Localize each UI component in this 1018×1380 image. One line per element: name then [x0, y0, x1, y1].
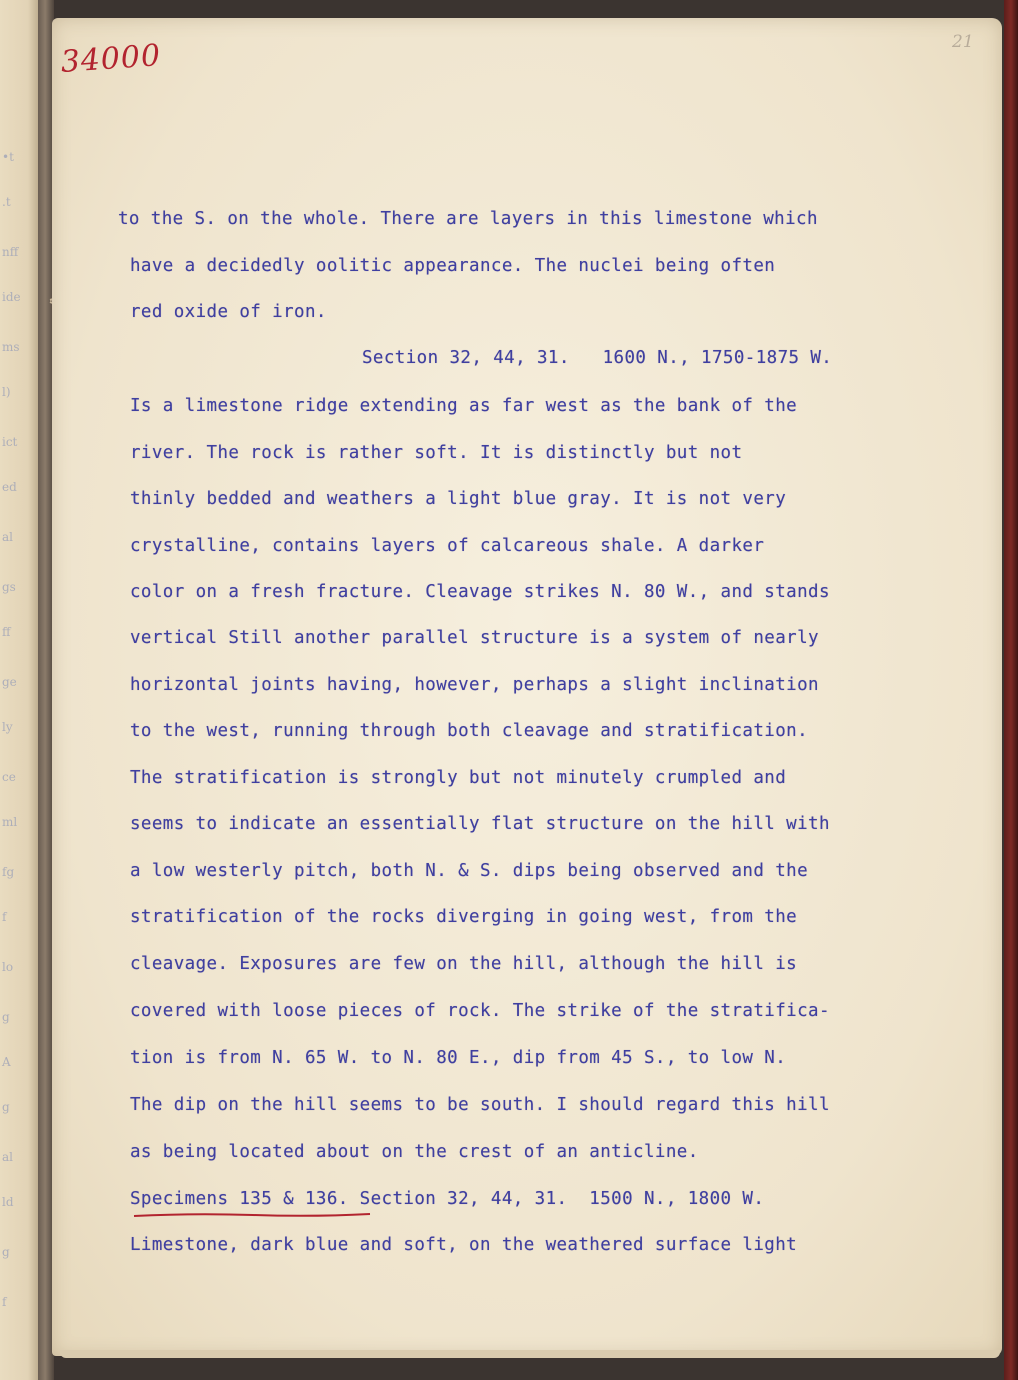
text-line-14: seems to indicate an essentially flat structure on the hill with — [130, 814, 830, 834]
text-line-2: have a decidedly oolitic appearance. The nuclei being often — [130, 256, 776, 276]
red-pencil-underline — [133, 1212, 371, 1218]
specimens-line: Specimens 135 & 136. Section 32, 44, 31. 1500 N., 1800 W. — [130, 1189, 765, 1209]
text-line-8: crystalline, contains layers of calcareous shale. A darker — [130, 536, 765, 556]
text-line-12: to the west, running through both cleavage and stratification. — [130, 721, 809, 741]
text-line-5: Is a limestone ridge extending as far west as the bank of the — [130, 396, 798, 416]
page-stack-edge — [60, 1350, 1000, 1358]
text-line-7: thinly bedded and weathers a light blue gray. It is not very — [130, 489, 787, 509]
text-line-10: vertical Still another parallel structure is a system of nearly — [130, 628, 819, 648]
text-line-21: as being located about on the crest of an anticline. — [130, 1142, 699, 1162]
text-line-6: river. The rock is rather soft. It is distinctly but not — [130, 443, 743, 463]
text-line-3: red oxide of iron. — [130, 302, 327, 322]
previous-page-edge: •t .t nff ide ms l) ict ed al gs ff ge ly ce ml fg f lo g A g al ld g f — [0, 0, 40, 1380]
text-line-11: horizontal joints having, however, perhaps a slight inclination — [130, 675, 819, 695]
text-line-17: cleavage. Exposures are few on the hill, although the hill is — [130, 954, 798, 974]
text-line-13: The stratification is strongly but not minutely crumpled and — [130, 768, 787, 788]
text-line-16: stratification of the rocks diverging in going west, from the — [130, 907, 798, 927]
text-line-18: covered with loose pieces of rock. The strike of the stratifica- — [130, 1001, 830, 1021]
text-line-15: a low westerly pitch, both N. & S. dips being observed and the — [130, 861, 809, 881]
page-number: 21 — [952, 32, 974, 52]
text-line-9: color on a fresh fracture. Cleavage strikes N. 80 W., and stands — [130, 582, 830, 602]
text-line-20: The dip on the hill seems to be south. I should regard this hill — [130, 1095, 830, 1115]
catalog-number: 34000 — [59, 38, 163, 80]
text-line-23: Limestone, dark blue and soft, on the weathered surface light — [130, 1235, 798, 1255]
text-line-19: tion is from N. 65 W. to N. 80 E., dip from 45 S., to low N. — [130, 1048, 787, 1068]
section-heading: Section 32, 44, 31. 1600 N., 1750-1875 W. — [362, 348, 833, 368]
text-line-1: to the S. on the whole. There are layers in this limestone which — [118, 209, 818, 229]
